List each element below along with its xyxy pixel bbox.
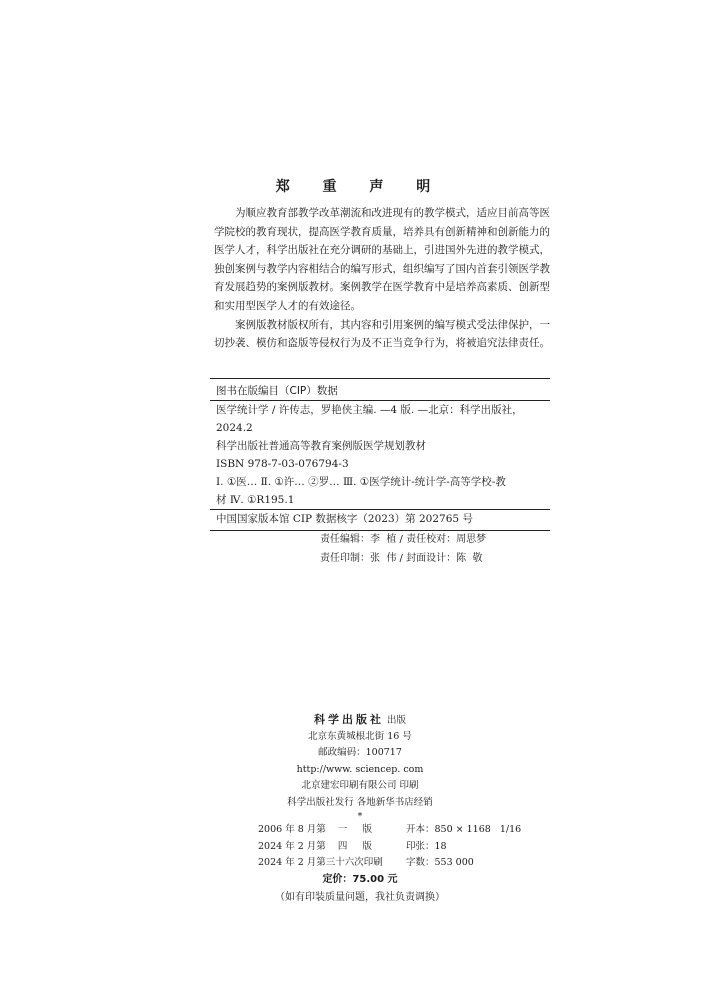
cip-line: 材 Ⅳ. ①R195.1 [216,494,295,506]
publisher-address: 北京东黄城根北街 16 号 [308,730,412,742]
distribution: 科学出版社发行 各地新华书店经销 [287,796,433,808]
format-info: 开本：850 × 1168 1/16 [406,824,522,835]
cip-catalog-number: 中国国家版本馆 CIP 数据核字（2023）第 202765 号 [210,509,550,528]
publisher-suffix: 出版 [387,715,407,726]
edition-row [258,855,558,872]
format-info: 字数：553 000 [406,857,474,868]
edition-info: 2006 年 8 月第 一 版 [258,824,372,835]
cip-block [210,378,550,531]
cip-line: 医学统计学 / 许传志，罗艳侠主编. —4 版. —北京：科学出版社， [216,404,523,416]
statement-body [214,204,550,353]
statement-paragraph: 案例版教材版权所有，其内容和引用案例的编写模式受法律保护，一切抄袭、模仿和盗版等侵权行为及不正当竞争行为，将被追究法律责任。 [214,318,550,350]
publisher-line [0,712,720,729]
quality-notice: （如有印装质量问题，我社负责调换） [275,892,445,903]
price: 定价：75.00 元 [322,874,398,885]
statement-title: 郑 重 声 明 [275,179,445,195]
edition-row [258,839,558,856]
cip-heading: 图书在版编目（CIP）数据 [210,379,550,401]
edition-info: 2024 年 2 月第 四 版 [258,840,372,852]
postcode: 邮政编码：100717 [318,747,402,758]
cip-line: 2024.2 [216,422,253,434]
publisher-logo: 科学出版社 [313,713,384,726]
edition-row [258,822,558,839]
colophon [0,712,720,823]
edition-info: 2024 年 2 月第三十六次印刷 [258,857,383,868]
cip-line: 科学出版社普通高等教育案例版医学规划教材 [216,440,426,452]
format-info: 印张：18 [406,840,447,852]
cip-line: ISBN 978-7-03-076794-3 [216,458,349,470]
staff-credits [0,530,720,568]
separator-star: * [357,811,363,822]
statement-paragraph: 为顺应教育部教学改革潮流和改进现有的教学模式，适应目前高等医学院校的教育现状，提高医学教育质量，培养具有创新精神和创新能力的医学人才，科学出版社在充分调研的基础上，引进国外先进的教学模式，独创案例与教学内容相结合的编写形式，组织编写了国内首套引领医学教育发展趋势的案例版教材。案例教学在医学教育中是培养高素质、创新型和实用型医学人才的有效途径。 [214,207,550,312]
cip-line: Ⅰ. ①医… Ⅱ. ①许… ②罗… Ⅲ. ①医学统计-统计学-高等学校-教 [216,476,506,488]
staff-line: 责任编辑：李 植 / 责任校对：周思梦 [320,534,487,545]
website: http://www. sciencep. com [296,763,424,775]
edition-table [258,822,558,872]
printer: 北京建宏印刷有限公司 印刷 [301,780,419,791]
cip-body [210,401,550,530]
staff-line: 责任印制：张 伟 / 封面设计：陈 敬 [320,553,483,564]
